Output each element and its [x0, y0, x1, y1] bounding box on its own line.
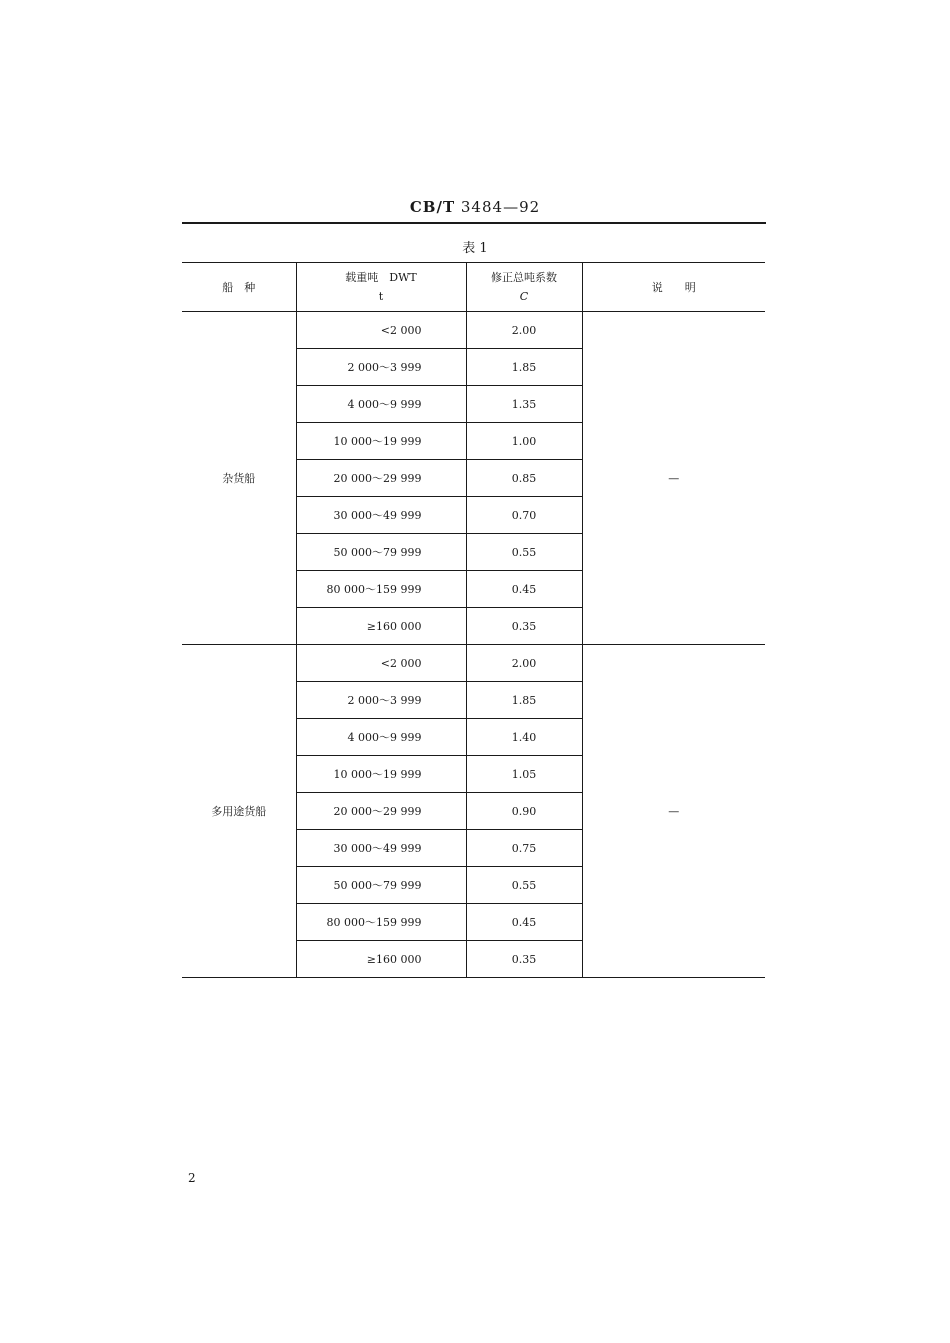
dwt-cell: 50 000～79 999: [296, 867, 466, 904]
header-rule: [182, 222, 766, 224]
coefficient-cell: 2.00: [466, 312, 582, 349]
dwt-cell: 30 000～49 999: [296, 830, 466, 867]
header-ship-type: 船 种: [182, 263, 296, 312]
dwt-cell: ≥160 000: [296, 608, 466, 645]
header-note: 说 明: [582, 263, 765, 312]
coefficient-cell: 1.85: [466, 682, 582, 719]
coefficient-cell: 0.45: [466, 571, 582, 608]
header-dwt: [296, 263, 466, 312]
ship-type-cell: 多用途货船: [182, 645, 296, 978]
coefficient-cell: 0.85: [466, 460, 582, 497]
standard-code: CB/T: [409, 198, 456, 216]
header-coef-symbol: C: [519, 290, 529, 303]
ship-type-cell: 杂货船: [182, 312, 296, 645]
dwt-cell: 2 000～3 999: [296, 349, 466, 386]
dwt-cell: <2 000: [296, 645, 466, 682]
coefficient-cell: 0.45: [466, 904, 582, 941]
coefficient-cell: 0.55: [466, 534, 582, 571]
coefficient-cell: 0.35: [466, 941, 582, 978]
header-dwt-unit: t: [378, 290, 384, 303]
table-caption: 表 1: [462, 241, 488, 256]
header-coef-label: 修正总吨系数: [491, 271, 557, 284]
page-number: 2: [188, 1171, 196, 1185]
note-cell: —: [582, 645, 765, 978]
standard-number: 3484—92: [460, 198, 541, 216]
dwt-cell: 80 000～159 999: [296, 571, 466, 608]
dwt-cell: 4 000～9 999: [296, 719, 466, 756]
coefficient-cell: 0.70: [466, 497, 582, 534]
table-body: [182, 312, 765, 978]
table-row: [182, 645, 765, 682]
header-dwt-label: 载重吨 DWT: [345, 271, 417, 284]
dwt-cell: ≥160 000: [296, 941, 466, 978]
header-coefficient: [466, 263, 582, 312]
coefficient-cell: 1.00: [466, 423, 582, 460]
document-header: [0, 198, 950, 216]
dwt-cell: 2 000～3 999: [296, 682, 466, 719]
dwt-cell: 4 000～9 999: [296, 386, 466, 423]
dwt-cell: 20 000～29 999: [296, 460, 466, 497]
coefficient-cell: 1.35: [466, 386, 582, 423]
dwt-cell: 10 000～19 999: [296, 423, 466, 460]
coefficient-table: [182, 262, 765, 978]
coefficient-cell: 0.55: [466, 867, 582, 904]
coefficient-cell: 1.85: [466, 349, 582, 386]
coefficient-cell: 1.40: [466, 719, 582, 756]
dwt-cell: 30 000～49 999: [296, 497, 466, 534]
coefficient-cell: 2.00: [466, 645, 582, 682]
coefficient-cell: 1.05: [466, 756, 582, 793]
dwt-cell: 20 000～29 999: [296, 793, 466, 830]
dwt-cell: 10 000～19 999: [296, 756, 466, 793]
coefficient-cell: 0.75: [466, 830, 582, 867]
table-header-row: [182, 263, 765, 312]
coefficient-cell: 0.35: [466, 608, 582, 645]
coefficient-cell: 0.90: [466, 793, 582, 830]
note-cell: —: [582, 312, 765, 645]
dwt-cell: <2 000: [296, 312, 466, 349]
dwt-cell: 80 000～159 999: [296, 904, 466, 941]
dwt-cell: 50 000～79 999: [296, 534, 466, 571]
table-row: [182, 312, 765, 349]
